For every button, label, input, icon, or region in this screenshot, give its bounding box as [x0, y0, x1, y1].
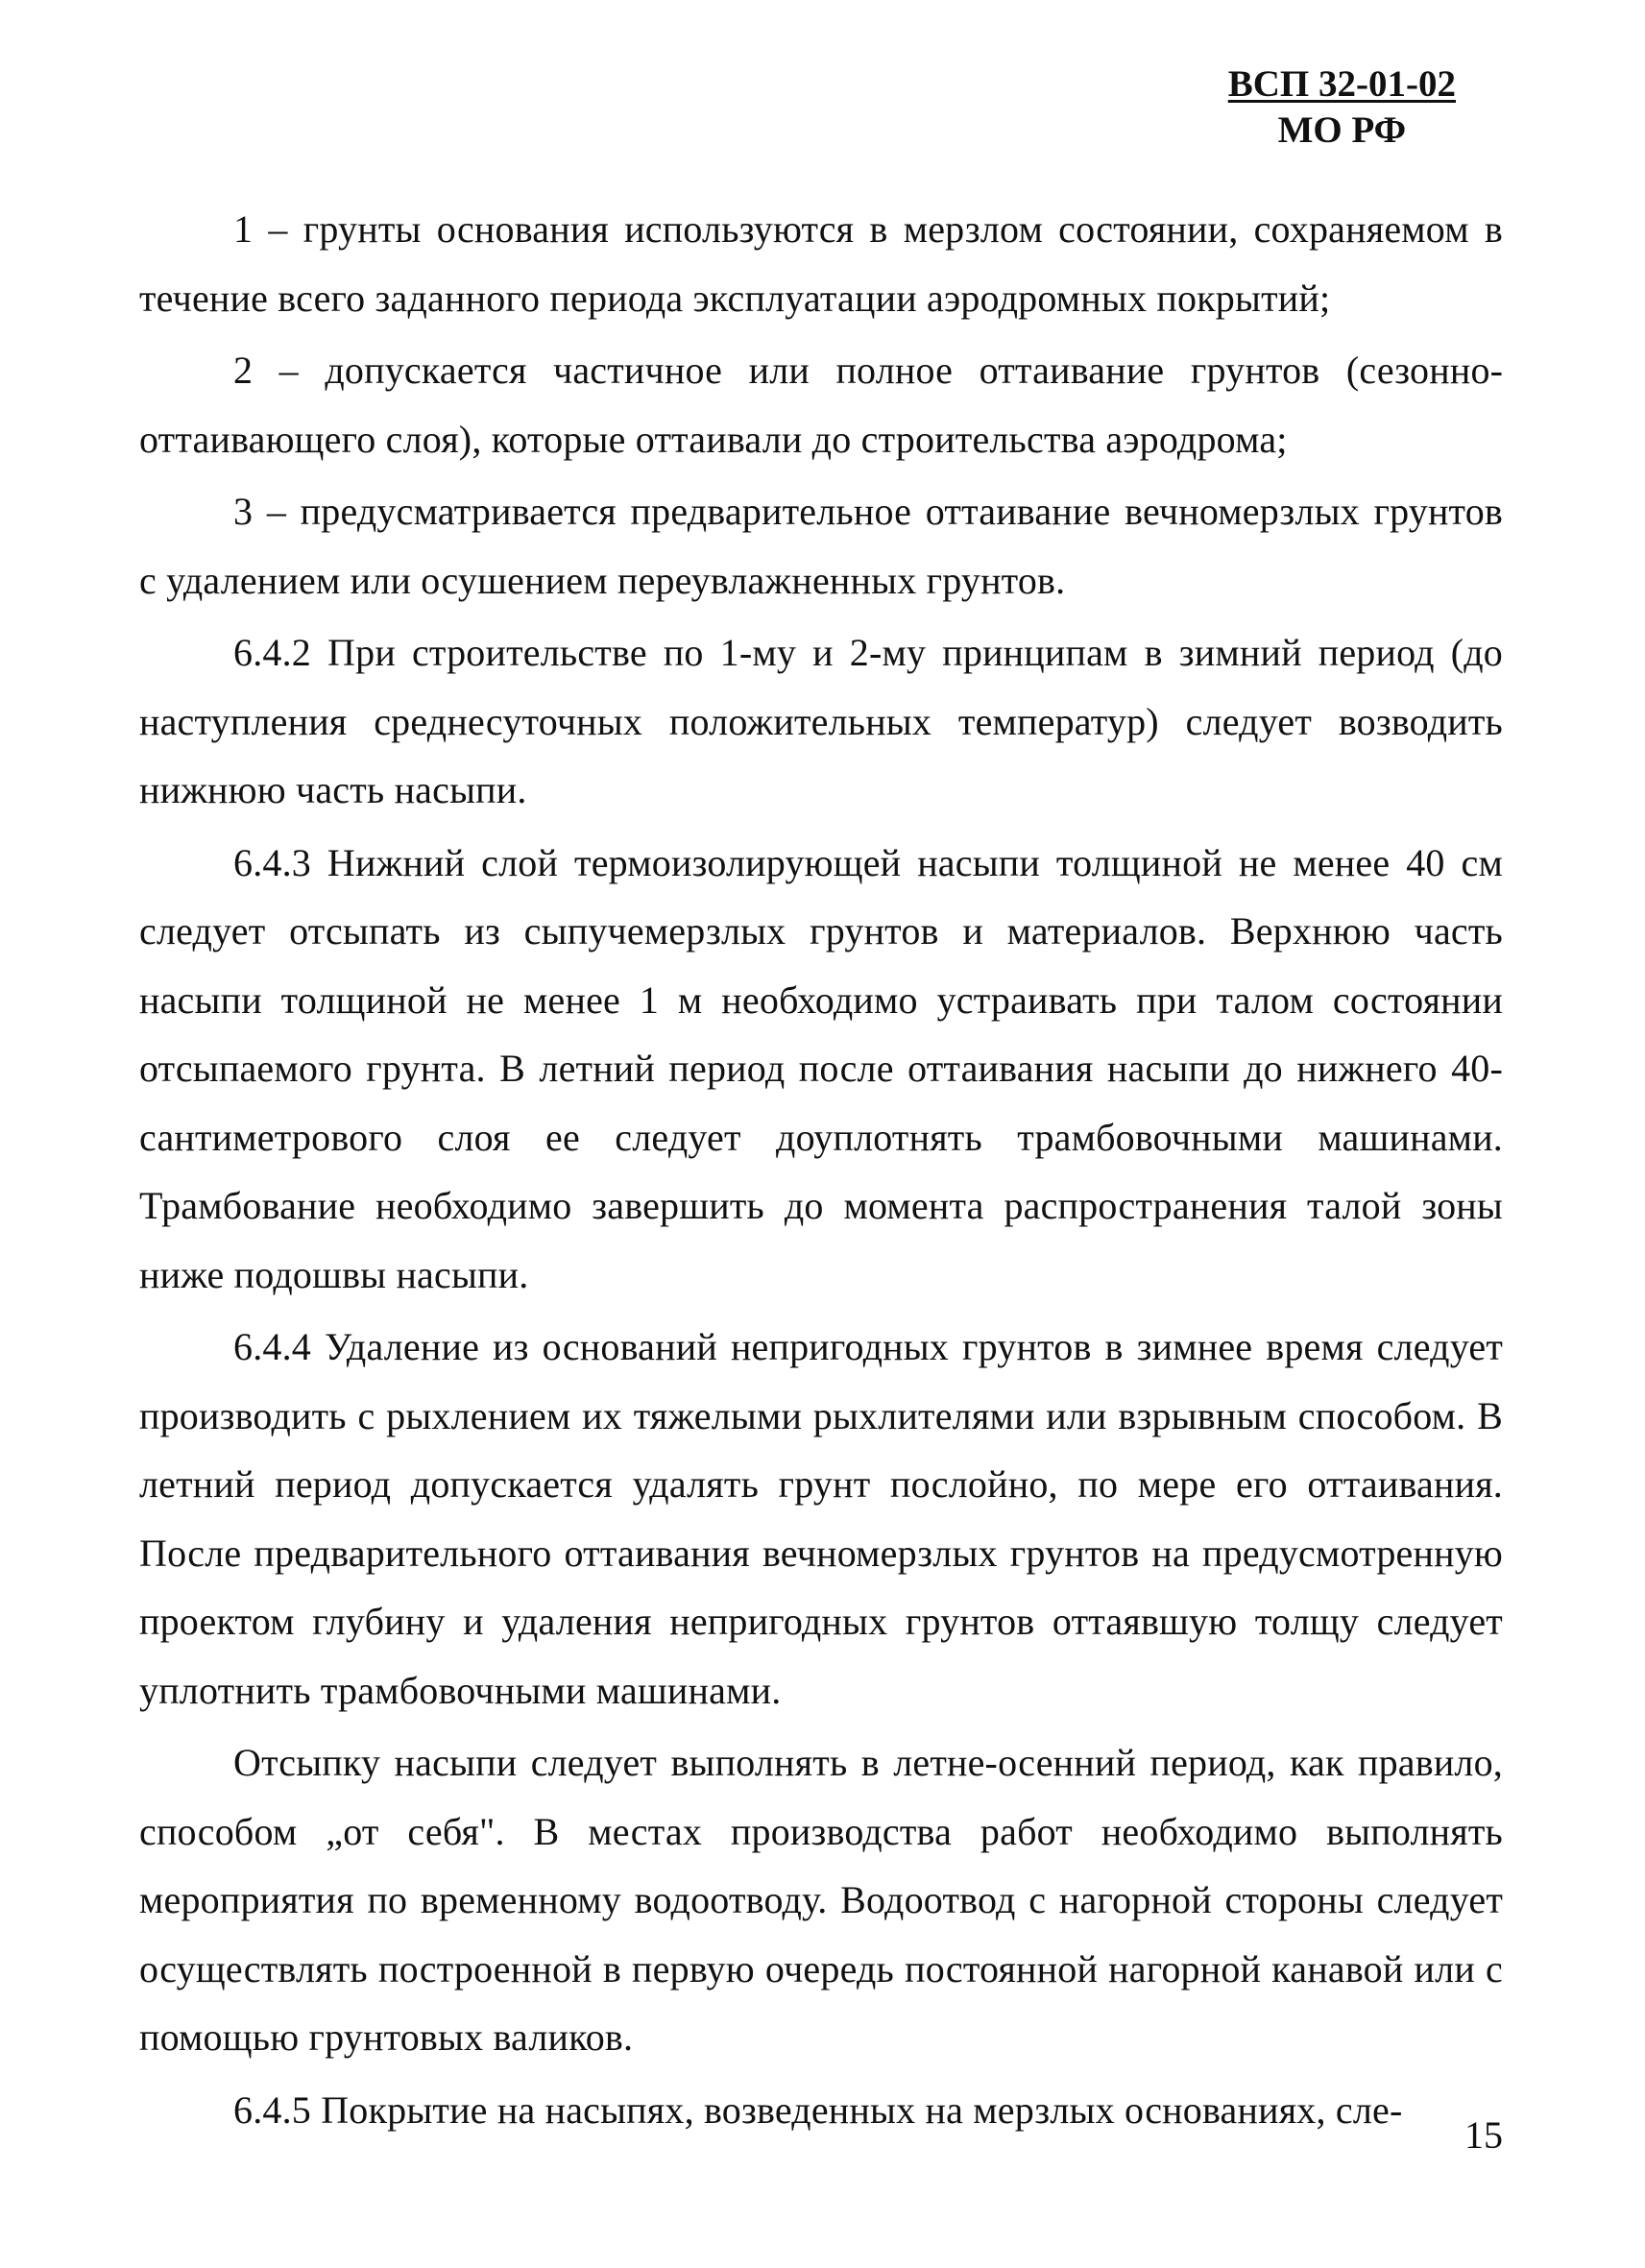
- paragraph-6-4-4: 6.4.4 Удаление из оснований непригодных грунтов в зимнее время следует производить с рыхлением их тяжелыми рыхлителями или взрывным способом. В летний период допускается удалять грунт послойно, по мере его оттаивания. После предварительного оттаивания вечномерзлых грунтов на предусмотренную проектом глубину и удаления непригодных грунтов оттаявшую толщу следует уплотнить трамбовочными машинами.: [139, 1325, 1503, 1712]
- paragraph-6-4-2: 6.4.2 При строительстве по 1-му и 2-му принципам в зимний период (до наступления среднесуточных положительных температур) следует возводить нижнюю часть насыпи.: [139, 631, 1503, 811]
- paragraph-principle-3: 3 – предусматривается предварительное оттаивание вечномерзлых грунтов с удалением или осушением переувлажненных грунтов.: [139, 490, 1503, 602]
- paragraph-6-4-3: 6.4.3 Нижний слой термоизолирующей насыпи толщиной не менее 40 см следует отсыпать из сыпучемерзлых грунтов и материалов. Верхнюю часть насыпи толщиной не менее 1 м необходимо устраивать при талом состоянии отсыпаемого грунта. В летний период после оттаивания насыпи до нижнего 40-сантиметрового слоя ее следует доуплотнять трамбовочными машинами. Трамбование необходимо завершить до момента распространения талой зоны ниже подошвы насыпи.: [139, 840, 1503, 1296]
- document-organization: МО РФ: [1277, 109, 1407, 151]
- page-number: 15: [1464, 2113, 1503, 2157]
- document-code: ВСП 32-01-02: [1227, 63, 1456, 105]
- document-header: [1228, 61, 1456, 154]
- paragraph-principle-1: 1 – грунты основания используются в мерзлом состоянии, сохраняемом в течение всего заданного периода эксплуатации аэродромных покрытий;: [139, 207, 1503, 320]
- paragraph-6-4-5: 6.4.5 Покрытие на насыпях, возведенных на мерзлых основаниях, сле-: [233, 2087, 1403, 2132]
- document-body: [139, 195, 1503, 2148]
- paragraph-embankment: Отсыпку насыпи следует выполнять в летне-осенний период, как правило, способом „от себя". В местах производства работ необходимо выполнять мероприятия по временному водоотводу. Водоотвод с нагорной стороны следует осуществлять построенной в первую очередь постоянной нагорной канавой или с помощью грунтовых валиков.: [139, 1741, 1503, 2059]
- paragraph-principle-2: 2 – допускается частичное или полное оттаивание грунтов (сезоннооттаивающего слоя), которые оттаивали до строительства аэродрома;: [139, 349, 1503, 461]
